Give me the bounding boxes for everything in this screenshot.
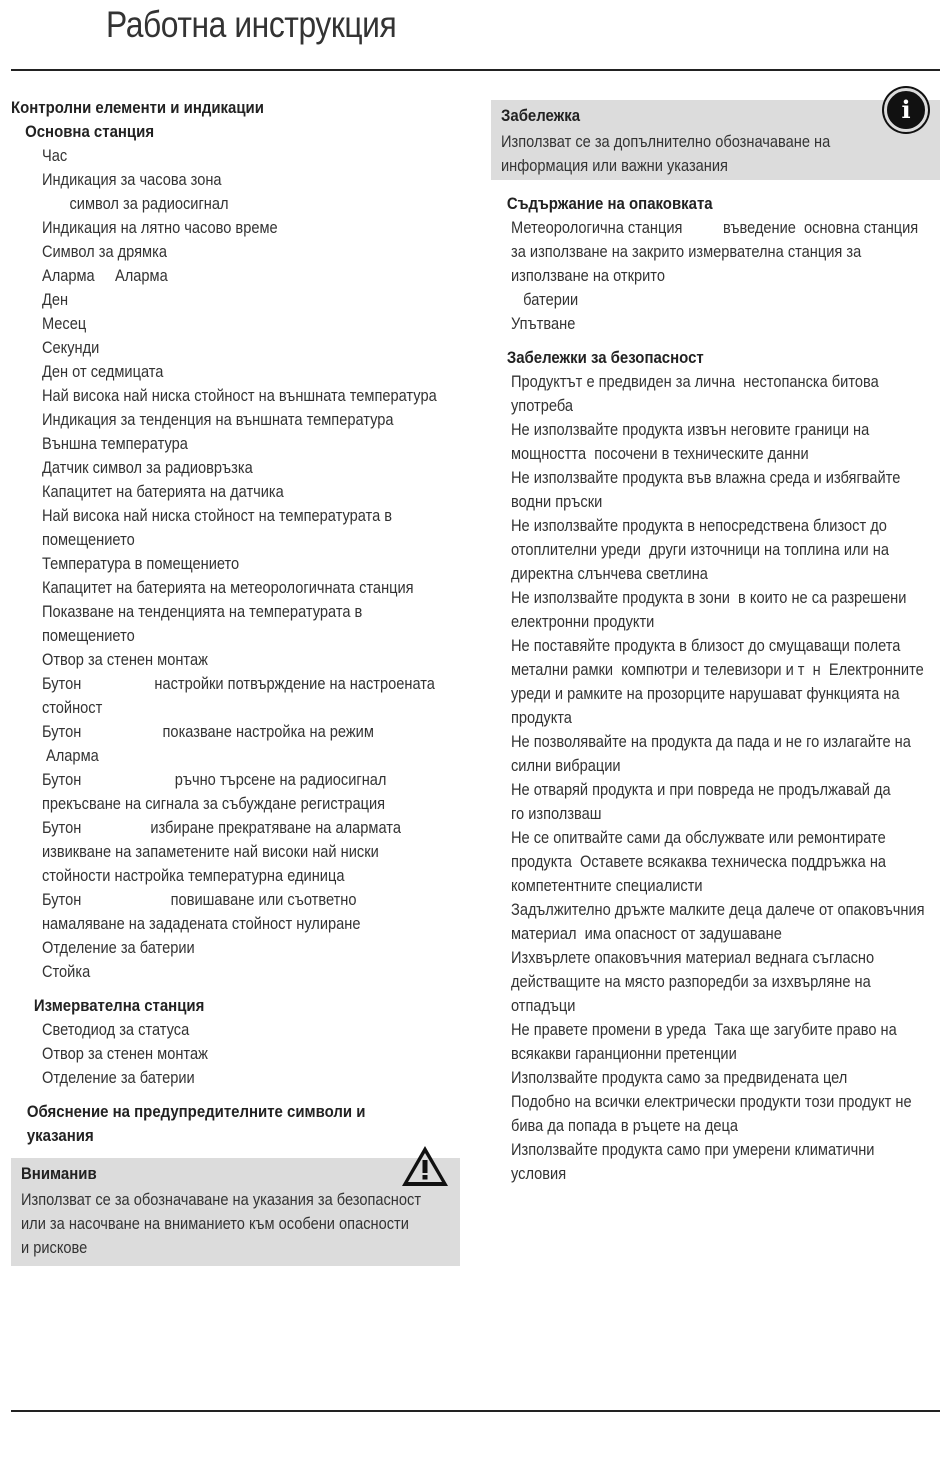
list-item: отпадъци — [511, 996, 576, 1015]
list-item: Не отваряй продукта и при повреда не продължавай да — [511, 780, 891, 799]
bottom-divider — [11, 1410, 940, 1412]
list-item: Капацитет на батерията на датчика — [41, 482, 284, 501]
page-title: Работна инструкция — [106, 4, 397, 45]
list-item: Бутон избиране прекратяване на алармата — [41, 818, 401, 837]
note-text-line: Използват се за допълнително обозначаване на — [501, 132, 831, 151]
list-item: Упътване — [511, 314, 576, 333]
list-item: за използване на закрито измервателна станция за — [511, 242, 862, 261]
list-item: Аларма — [41, 746, 99, 765]
list-item: действащите на място разпоредби за изхвърляне на — [511, 972, 871, 991]
list-item: Датчик символ за радиовръзка — [41, 458, 253, 477]
list-item: Бутон повишаване или съответно — [41, 890, 357, 909]
list-item: Използвайте продукта само при умерени климатични — [511, 1140, 875, 1159]
list-item: Външна температура — [41, 434, 188, 453]
warning-text-line: и рискове — [21, 1238, 88, 1257]
warning-triangle-icon — [400, 1144, 450, 1188]
list-item: Отделение за батерии — [41, 1068, 195, 1087]
list-item: Бутон показване настройка на режим — [41, 722, 374, 741]
list-item: го използваш — [511, 804, 602, 823]
list-item: Показване на тенденцията на температурата в — [41, 602, 363, 621]
warning-title: Вниманив — [21, 1164, 97, 1183]
list-item: продукта Оставете всякаква техническа поддръжка на — [511, 852, 887, 871]
list-item: Не използвайте продукта в зони в които не са разрешени — [511, 588, 907, 607]
list-item: бива да попада в ръцете на деца — [511, 1116, 738, 1135]
list-item: стойности настройка температурна единица — [41, 866, 345, 885]
list-item: Най висока най ниска стойност на външната температура — [41, 386, 437, 405]
list-item: Отделение за батерии — [41, 938, 195, 957]
list-item: електронни продукти — [511, 612, 655, 631]
controls-heading: Контролни елементи и индикации — [11, 98, 264, 117]
sensor-station-list — [11, 1018, 466, 1090]
list-item: условия — [511, 1164, 567, 1183]
list-item: Не използвайте продукта в непосредствена близост до — [511, 516, 887, 535]
right-column — [491, 95, 940, 1186]
list-item: помещението — [41, 626, 135, 645]
list-item: Не правете промени в уреда Така ще загубите право на — [511, 1020, 897, 1039]
warning-text-line: Използват се за обозначаване на указания за безопасност — [21, 1190, 422, 1209]
list-item: Ден — [41, 290, 69, 309]
list-item: уреди и рамките на прозорците нарушават функцията на — [511, 684, 900, 703]
list-item: Не използвайте продукта извън неговите граници на — [511, 420, 870, 439]
warning-box — [11, 1158, 460, 1266]
note-box — [491, 95, 940, 180]
list-item: Аларма Аларма — [41, 266, 168, 285]
list-item: Бутон ръчно търсене на радиосигнал — [41, 770, 387, 789]
note-text-line: информация или важни указания — [501, 156, 728, 175]
list-item: употреба — [511, 396, 574, 415]
list-item: Не се опитвайте сами да обслужвате или ремонтирате — [511, 828, 886, 847]
list-item: Не използвайте продукта във влажна среда и избягвайте — [511, 468, 901, 487]
list-item: батерии — [511, 290, 579, 309]
base-station-list — [11, 144, 466, 984]
list-item: Отвор за стенен монтаж — [41, 650, 208, 669]
list-item: Температура в помещението — [41, 554, 240, 573]
package-contents-list — [511, 216, 940, 336]
info-icon: i — [884, 88, 928, 132]
note-title: Забележка — [501, 106, 581, 125]
list-item: метални рамки компютри и телевизори и т н Електронните — [511, 660, 924, 679]
list-item: прекъсване на сигнала за събуждане регистрация — [41, 794, 386, 813]
list-item: компетентните специалисти — [511, 876, 703, 895]
list-item: силни вибрации — [511, 756, 621, 775]
package-heading: Съдържание на опаковката — [506, 194, 713, 213]
list-item: Отвор за стенен монтаж — [41, 1044, 208, 1063]
list-item: извикване на запаметените най високи най ниски — [41, 842, 379, 861]
safety-heading: Забележки за безопасност — [506, 348, 704, 367]
list-item: Не поставяйте продукта в близост до смущаващи полета — [511, 636, 901, 655]
symbols-heading-line-2: указания — [26, 1126, 94, 1145]
list-item: отоплителни уреди други източници на топлина или на — [511, 540, 889, 559]
list-item: Индикация за тенденция на външната температура — [41, 410, 394, 429]
note-text — [501, 130, 930, 178]
list-item: помещението — [41, 530, 135, 549]
list-item: Продуктът е предвиден за лична нестопанска битова — [511, 372, 879, 391]
list-item: Метеорологична станция въведение основна станция — [511, 218, 919, 237]
list-item: всякакви гаранционни претенции — [511, 1044, 737, 1063]
list-item: Капацитет на батерията на метеорологичната станция — [41, 578, 414, 597]
list-item: Бутон настройки потвърждение на настроената — [41, 674, 435, 693]
list-item: водни пръски — [511, 492, 603, 511]
warning-text-line: или за насочване на вниманието към особени опасности — [21, 1214, 409, 1233]
list-item: Секунди — [41, 338, 100, 357]
list-item: Индикация за часова зона — [41, 170, 222, 189]
list-item: стойност — [41, 698, 103, 717]
symbols-heading-line-1: Обяснение на предупредителните символи и — [26, 1102, 366, 1121]
list-item: Задължително дръжте малките деца далече от опаковъчния — [511, 900, 925, 919]
list-item: материал има опасност от задушаване — [511, 924, 782, 943]
warning-text — [21, 1188, 450, 1260]
list-item: директна слънчева светлина — [511, 564, 708, 583]
list-item: Подобно на всички електрически продукти този продукт не — [511, 1092, 912, 1111]
list-item: Стойка — [41, 962, 91, 981]
list-item: символ за радиосигнал — [69, 194, 229, 213]
list-item: Час — [41, 146, 68, 165]
sensor-heading: Измервателна станция — [33, 996, 205, 1015]
list-item: продукта — [511, 708, 572, 727]
list-item: Светодиод за статуса — [41, 1020, 190, 1039]
list-item: Месец — [41, 314, 87, 333]
list-item: Символ за дрямка — [41, 242, 167, 261]
list-item: Изхвърлете опаковъчния материал веднага съгласно — [511, 948, 875, 967]
base-station-heading: Основна станция — [25, 122, 155, 141]
list-item: използване на открито — [511, 266, 665, 285]
list-item: Използвайте продукта само за предвидената цел — [511, 1068, 848, 1087]
list-item: Ден от седмицата — [41, 362, 164, 381]
list-item: Индикация на лятно часово време — [41, 218, 278, 237]
top-divider — [11, 69, 940, 71]
list-item: Не позволявайте на продукта да пада и не го излагайте на — [511, 732, 911, 751]
list-item: Най висока най ниска стойност на температурата в — [41, 506, 393, 525]
safety-notes-list — [511, 370, 940, 1186]
list-item: намаляване на зададената стойност нулиране — [41, 914, 361, 933]
left-column — [11, 96, 466, 1266]
list-item: мощността посочени в техническите данни — [511, 444, 809, 463]
